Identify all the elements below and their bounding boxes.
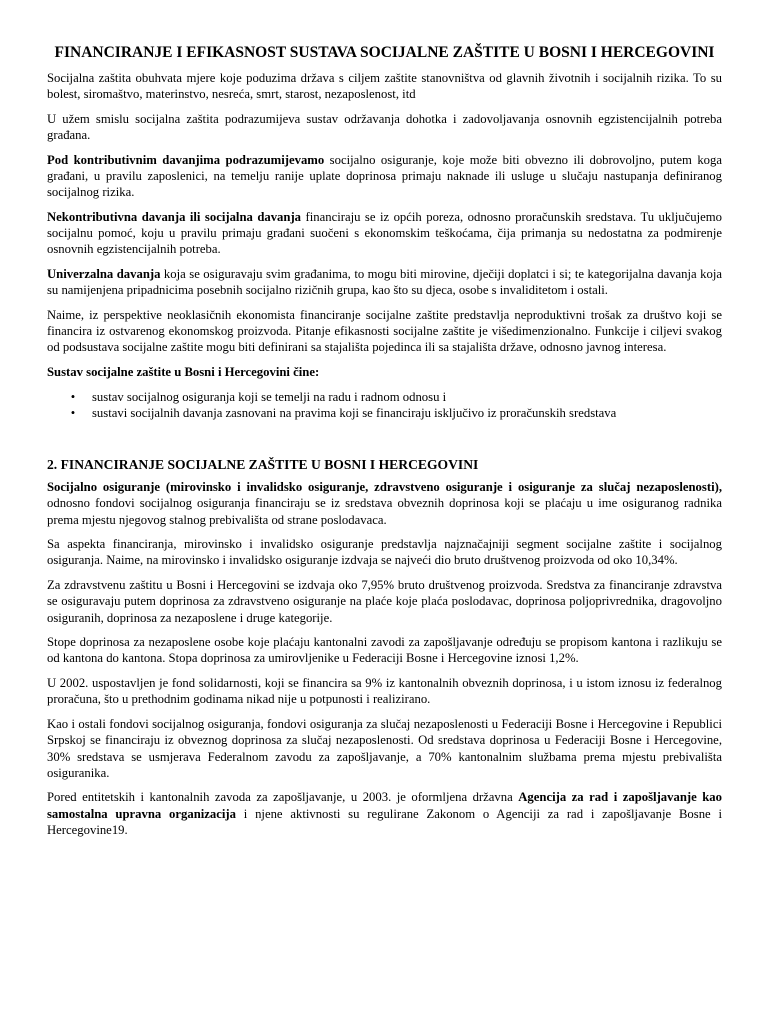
document-title: FINANCIRANJE I EFIKASNOST SUSTAVA SOCIJALNE ZAŠTITE U BOSNI I HERCEGOVINI xyxy=(54,44,715,61)
paragraph-contribution-rates: Stope doprinosa za nezaposlene osobe koje plaćaju kantonalni zavodi za zapošljavanje određuju se propisom kantona i razlikuju se od kantona do kantona. Stopa doprinosa za umirovljenike u Federaciji Bosne i Hercegovine iznosi 1,2%. xyxy=(47,635,722,666)
list-heading-text: Sustav socijalne zaštite u Bosni i Hercegovini čine: xyxy=(47,365,320,380)
bold-inline-text: Agencija za rad i zapošljavanje kao samostalna upravna organizacija xyxy=(47,790,722,821)
paragraph-universal-benefits xyxy=(47,266,722,298)
paragraph-neoclassical-perspective: Naime, iz perspektive neoklasičnih ekonomista financiranje socijalne zaštite predstavlja neproduktivni trošak za društvo koji se financira iz ostvarenog ekonomskog proizvoda. Pitanje efikasnosti socijalne zaštite je višedimenzionalno. Funkcije i ciljevi svakog od podsustava socijalne zaštite mogu biti definirani sa stajališta pojedinca ili sa stajališta države, odnosno javnog interesa. xyxy=(47,307,722,355)
paragraph-text: odnosno fondovi socijalnog osiguranja financiraju se iz sredstava obveznih doprinosa koji se plaćaju u ime osiguranog radnika prema mjestu njegovog stalnog prebivališta od strane poslodavaca. xyxy=(47,496,722,527)
section-spacer xyxy=(47,431,722,456)
section-2-title: 2. FINANCIRANJE SOCIJALNE ZAŠTITE U BOSNI I HERCEGOVINI xyxy=(47,457,479,473)
paragraph-text: financiraju se iz općih poreza, odnosno proračunskih sredstava. Tu uključujemo socijalnu pomoć, koju u pravilu primaju građani suočeni s ekonomskim teškoćama, čija primanja su nedostatna za podmirenje osnovnih egzistencijalnih potreba. xyxy=(47,209,722,257)
paragraph-labour-agency xyxy=(47,789,722,838)
paragraph-health-care: Za zdravstvenu zaštitu u Bosni i Hercegovini se izdvaja oko 7,95% bruto društvenog proizvoda. Sredstva za financiranje zdravstva se osiguravaju putem doprinosa za zdravstveno osiguranje na plaće koje plaća poslodavac, doprinosa poljoprivrednika, dragovoljno osiguranih, doprinosa za nezaposlene i druge kategorije. xyxy=(47,578,722,625)
list-item xyxy=(70,389,722,405)
bullet-icon: • xyxy=(70,405,76,420)
paragraph-solidarity-fund: U 2002. uspostavljen je fond solidarnosti, koji se financira sa 9% iz kantonalnih obveznih doprinosa, i u istom iznosu iz federalnog proračuna, što u prethodnim godinama nikad nije u potpunosti i realizirano. xyxy=(47,676,722,707)
paragraph-text: Pored entitetskih i kantonalnih zavoda za zapošljavanje, u 2003. je oformljena državna xyxy=(47,790,519,805)
bold-lead-text: Nekontributivna davanja ili socijalna davanja xyxy=(47,209,302,224)
paragraph-unemployment-funds: Kao i ostali fondovi socijalnog osiguranja, fondovi osiguranja za slučaj nezaposlenosti u Federaciji Bosne i Hercegovine i Republici Srpskoj se financiraju iz obveznog doprinosa za slučaj nezaposlenosti. Od sredstava doprinosa u Federaciji Bosne i Hercegovine, 30% sredstava se usmjerava Federalnom zavodu za zapošljavanje, a 70% kantonalnim službama prema mjestu prebivališta osiguranika. xyxy=(47,717,722,780)
list-heading xyxy=(47,364,722,380)
paragraph-non-contributive-benefits xyxy=(47,209,722,258)
bold-lead-text: Univerzalna davanja xyxy=(47,267,161,282)
list-item-text: sustavi socijalnih davanja zasnovani na pravima koji se financiraju isključivo iz proračunskih sredstava xyxy=(92,405,617,420)
paragraph-social-protection-definition: Socijalna zaštita obuhvata mjere koje poduzima država s ciljem zaštite stanovništva od glavnih životnih i socijalnih rizika. To su bolest, siromaštvo, materinstvo, nesreća, smrt, starost, nezaposlenost, itd xyxy=(47,71,722,102)
paragraph-text: koja se osiguravaju svim građanima, to mogu biti mirovine, dječiji doplatci i si; te kategorijalna davanja koja su namijenjena pripadnicima posebnih socijalno rizičnih grupa, kao što su djeca, osobe s invaliditetom i ostali. xyxy=(47,267,722,298)
paragraph-pension-insurance: Sa aspekta financiranja, mirovinsko i invalidsko osiguranje predstavlja najznačajniji segment socijalne zaštite i socijalnog osiguranja. Naime, na mirovinsko i invalidsko osiguranje izdvaja se najveći dio bruto društvenog proizvoda od oko 10,34%. xyxy=(47,537,722,568)
bullet-list xyxy=(47,389,722,421)
list-item-text: sustav socijalnog osiguranja koji se temelji na radu i radnom odnosu i xyxy=(92,389,447,404)
paragraph-text: socijalno osiguranje, koje može biti obvezno ili dobrovoljno, putem koga građani, u pravilu zaposlenici, na temelju ranije uplate doprinosa primaju naknade ili usluge u slučaju nastupanja definiranog socijalnog rizika. xyxy=(47,152,722,200)
paragraph-contributive-benefits xyxy=(47,152,722,201)
paragraph-social-insurance xyxy=(47,479,722,528)
bold-lead-text: Socijalno osiguranje (mirovinsko i invalidsko osiguranje, zdravstveno osiguranje i osiguranje za slučaj nezaposlenosti), xyxy=(47,480,722,495)
list-item xyxy=(70,405,722,421)
bullet-icon: • xyxy=(70,389,76,404)
bold-lead-text: Pod kontributivnim davanjima podrazumijevamo xyxy=(47,152,325,167)
paragraph-text: i njene aktivnosti su regulirane Zakonom o Agenciji za rad i zapošljavanje Bosne i Hercegovine19. xyxy=(47,806,722,837)
paragraph-narrow-sense: U užem smislu socijalna zaštita podrazumijeva sustav održavanja dohotka i zadovoljavanja osnovnih egzistencijalnih potreba građana. xyxy=(47,111,722,143)
